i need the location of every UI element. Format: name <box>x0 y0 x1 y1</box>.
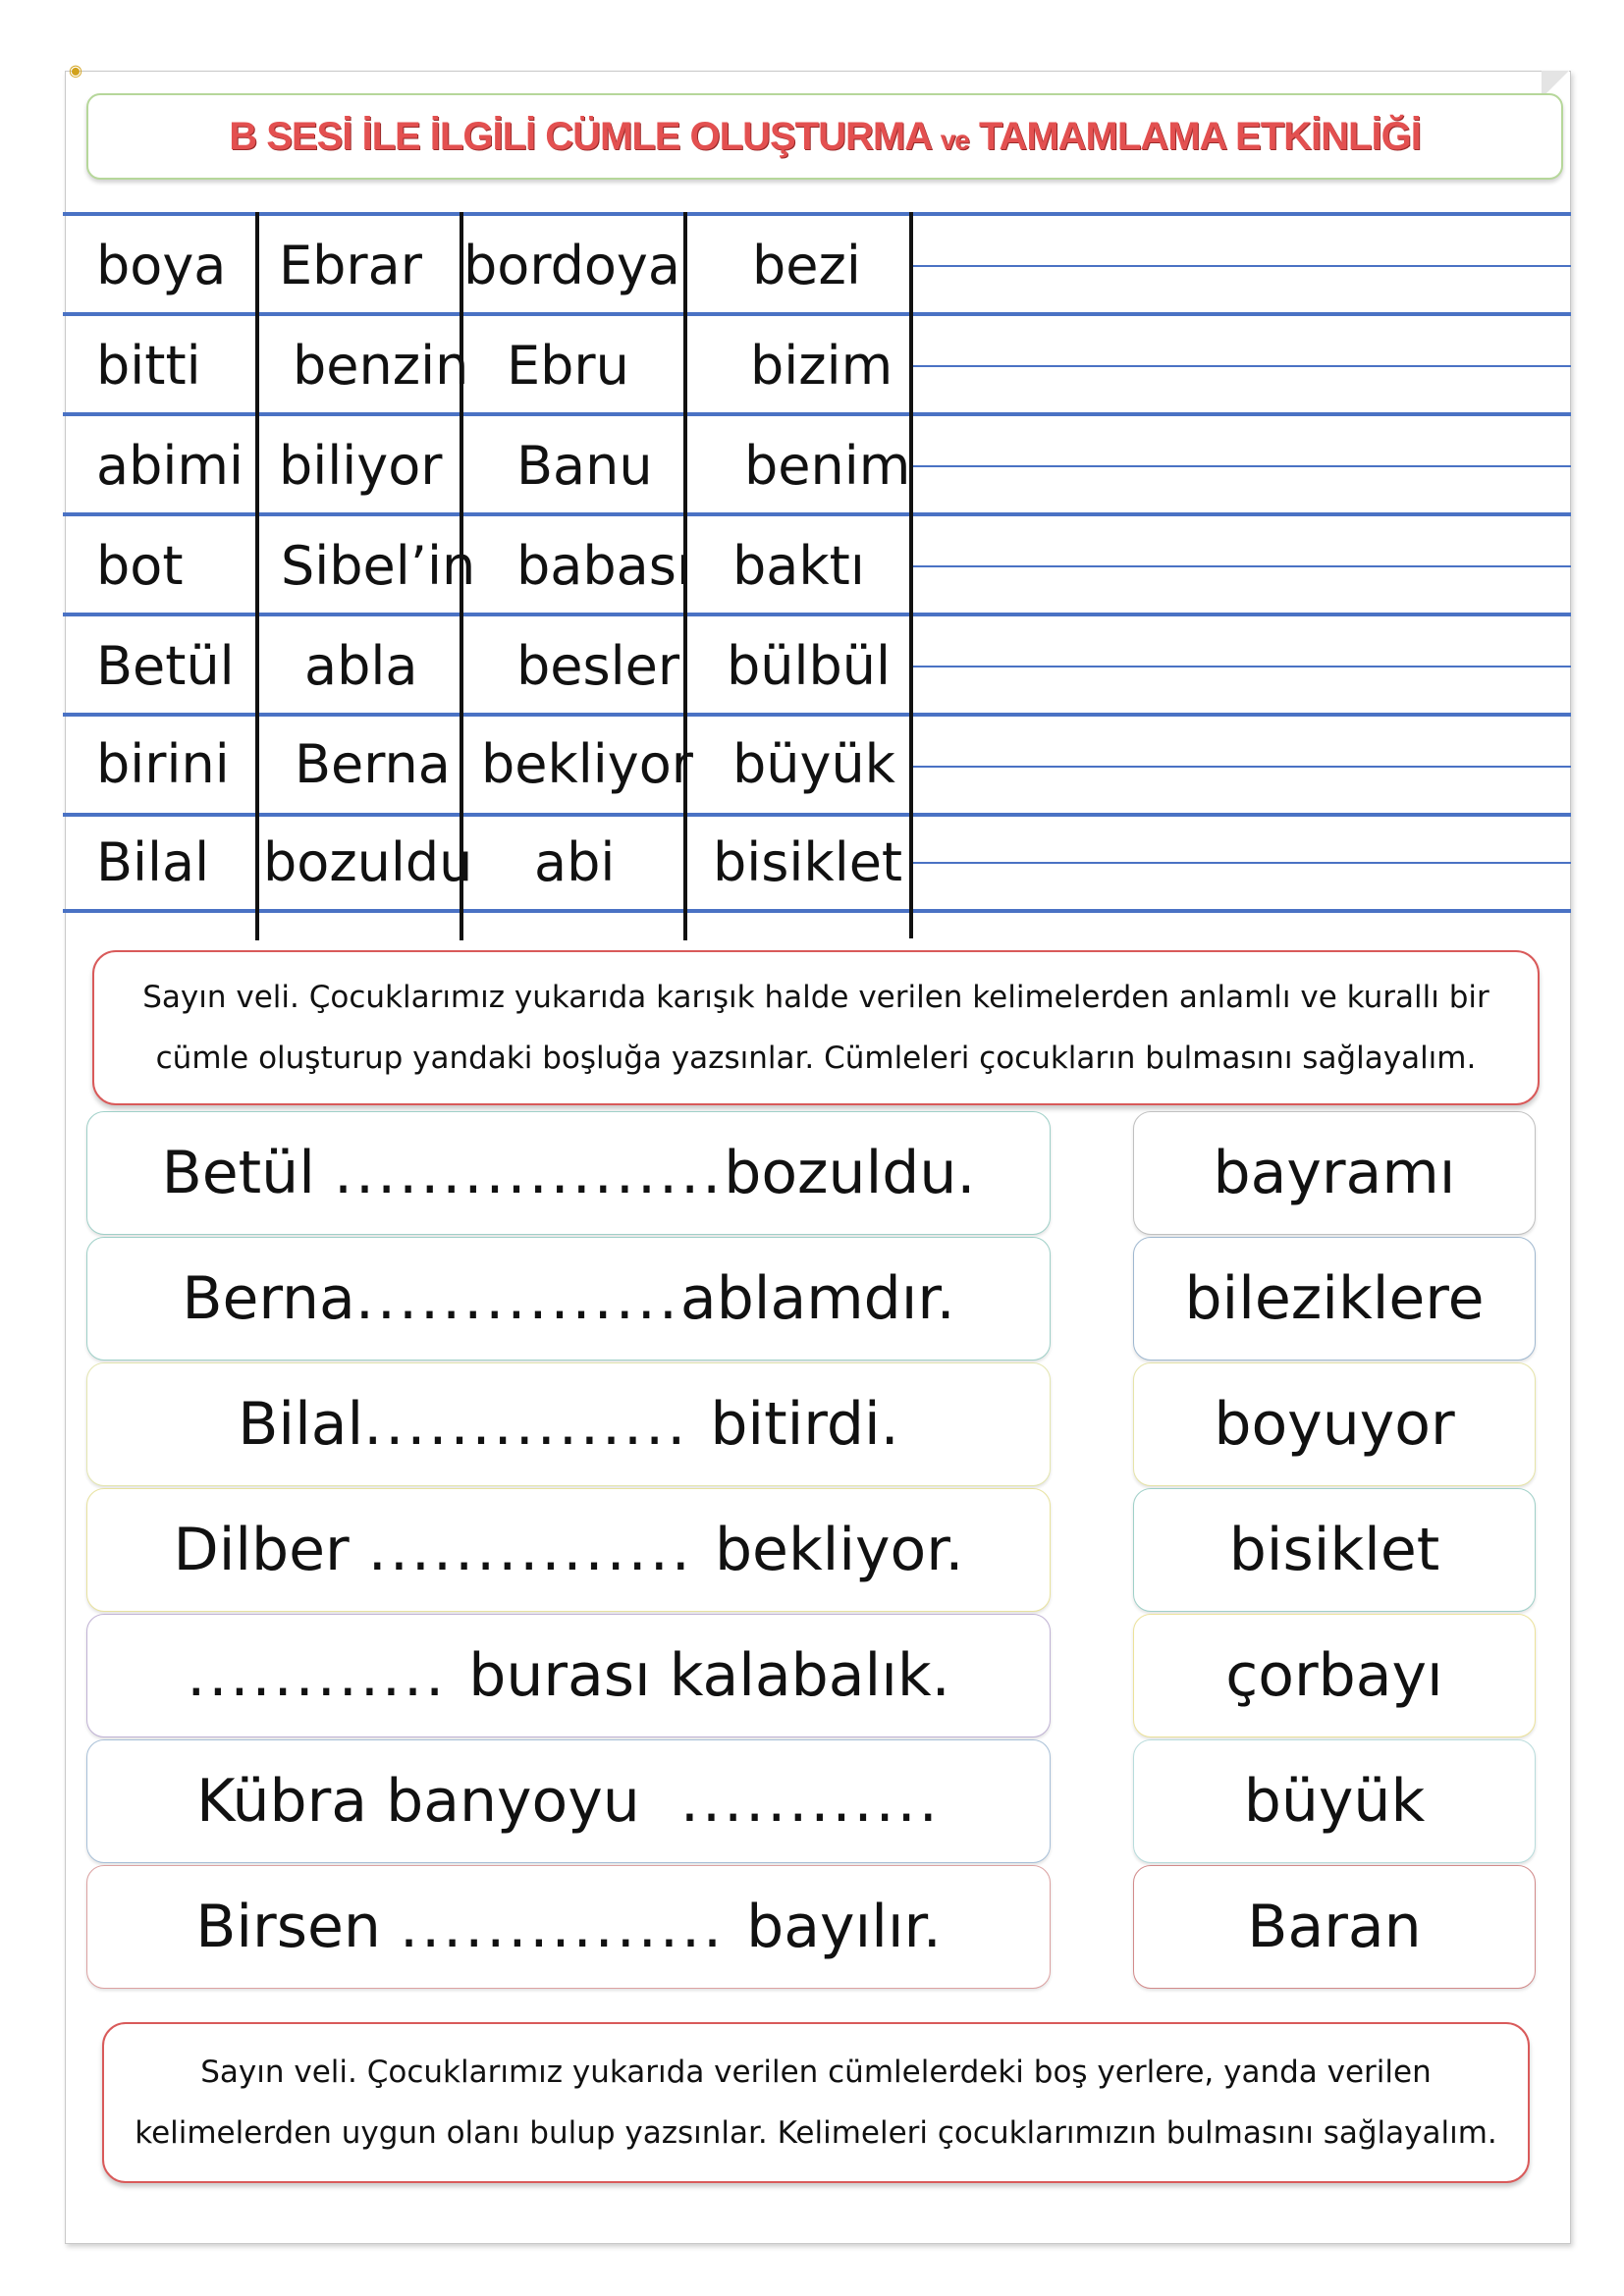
blank-dots: ............... <box>363 1390 711 1459</box>
instruction-note-1 <box>92 950 1540 1105</box>
grid-word: bordoya <box>463 234 680 296</box>
sentence-start: Birsen <box>195 1893 400 1961</box>
title-connector: ve <box>940 124 969 155</box>
grid-word: büyük <box>732 732 895 795</box>
grid-word: bitti <box>96 334 201 397</box>
grid-word: bizim <box>750 334 893 397</box>
grid-word: Ebrar <box>279 234 422 296</box>
sentence-end: bozuldu. <box>724 1139 976 1207</box>
sentence-end: burası kalabalık. <box>468 1641 950 1710</box>
word-option: Baran <box>1133 1865 1536 1989</box>
sentence-start: Bilal <box>238 1390 364 1459</box>
grid-word: bekliyor <box>481 732 693 795</box>
sentence-end: ablamdır. <box>679 1264 955 1333</box>
sentence-box <box>86 1739 1051 1863</box>
pin-icon: ◉ <box>69 61 82 80</box>
blank-dots: ............ <box>187 1641 469 1710</box>
word-option: bisiklet <box>1133 1488 1536 1612</box>
grid-word: Ebru <box>507 334 629 397</box>
sentence-start: Dilber <box>173 1516 368 1584</box>
grid-word: bülbül <box>727 634 892 697</box>
writing-guide-line <box>913 365 1571 367</box>
grid-word: Betül <box>96 634 235 697</box>
grid-word: babası <box>516 534 691 597</box>
grid-word: bozuldu <box>263 830 473 893</box>
note-line: Sayın veli. Çocuklarımız yukarıda karışık halde verilen kelimelerden anlamlı ve kurallı bir <box>142 980 1489 1015</box>
grid-word: Berna <box>295 732 451 795</box>
blank-dots: ............ <box>658 1767 941 1836</box>
sentence-box <box>86 1362 1051 1486</box>
sentence-box <box>86 1237 1051 1361</box>
sentence-end: bitirdi. <box>710 1390 899 1459</box>
word-option: boyuyor <box>1133 1362 1536 1486</box>
writing-guide-line <box>913 666 1571 667</box>
sentence-start: Kübra banyoyu <box>196 1767 659 1836</box>
note-line: cümle oluşturup yandaki boşluğa yazsınlar. Cümleleri çocukların bulmasını sağlayalım. <box>155 1041 1477 1076</box>
word-option: bileziklere <box>1133 1237 1536 1361</box>
grid-word: bezi <box>752 234 861 296</box>
title-box <box>86 93 1563 180</box>
writing-guide-line <box>913 265 1571 267</box>
writing-guide-line <box>913 465 1571 467</box>
sentence-box <box>86 1488 1051 1612</box>
writing-guide-line <box>913 766 1571 768</box>
sentence-start: Betül <box>161 1139 334 1207</box>
grid-word: bot <box>96 534 184 597</box>
grid-word: benim <box>744 434 911 497</box>
grid-word: biliyor <box>279 434 443 497</box>
grid-word: abimi <box>96 434 244 497</box>
word-option: bayramı <box>1133 1111 1536 1235</box>
word-option: büyük <box>1133 1739 1536 1863</box>
writing-guide-line <box>913 565 1571 567</box>
grid-divider <box>909 212 913 938</box>
word-option: çorbayı <box>1133 1614 1536 1737</box>
instruction-note-2 <box>102 2022 1530 2183</box>
sentence-start: Berna <box>182 1264 355 1333</box>
sentence-end: bekliyor. <box>714 1516 964 1584</box>
sentence-box <box>86 1614 1051 1737</box>
grid-word: birini <box>96 732 230 795</box>
grid-word: abi <box>534 830 616 893</box>
writing-guide-line <box>913 862 1571 864</box>
note-line: kelimelerden uygun olanı bulup yazsınlar. Kelimeleri çocuklarımızın bulmasını sağlayalım. <box>135 2115 1497 2151</box>
grid-word: Bilal <box>96 830 210 893</box>
grid-word: Banu <box>516 434 653 497</box>
blank-dots: ............... <box>367 1516 715 1584</box>
note-line: Sayın veli. Çocuklarımız yukarıda verilen cümlelerdeki boş yerlere, yanda verilen <box>200 2055 1432 2090</box>
blank-dots: .................. <box>333 1139 725 1207</box>
grid-word: besler <box>516 634 680 697</box>
blank-dots: ............... <box>400 1893 747 1961</box>
title-end: TAMAMLAMA ETKİNLİĞİ <box>979 114 1421 158</box>
blank-dots: ............... <box>354 1264 680 1333</box>
grid-word: baktı <box>732 534 865 597</box>
sentence-box <box>86 1865 1051 1989</box>
title-main: B SESİ İLE İLGİLİ CÜMLE OLUŞTURMA <box>229 114 931 158</box>
grid-word: abla <box>304 634 418 697</box>
grid-divider <box>255 212 259 940</box>
grid-word: benzin <box>293 334 469 397</box>
sentence-end: bayılır. <box>746 1893 942 1961</box>
grid-word: bisiklet <box>713 830 903 893</box>
grid-word: Sibel’in <box>281 534 476 597</box>
sentence-box <box>86 1111 1051 1235</box>
page-title <box>229 115 1421 159</box>
word-grid <box>63 212 1571 940</box>
grid-word: boya <box>96 234 227 296</box>
